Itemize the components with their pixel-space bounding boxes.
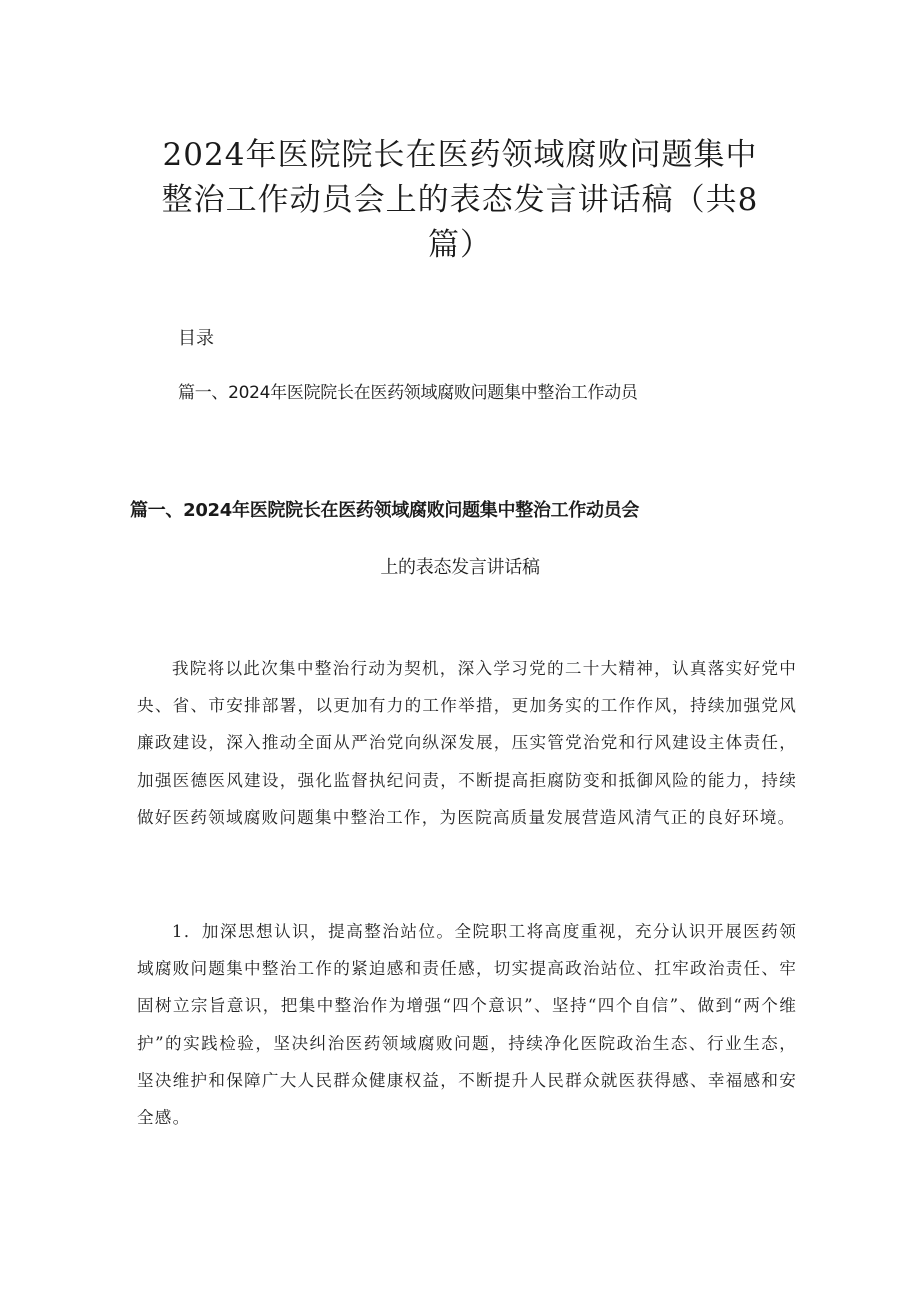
section-title-line-1: 篇一、2024年医院院长在医药领域腐败问题集中整治工作动员会 <box>130 500 640 521</box>
body-paragraph-1: 我院将以此次集中整治行动为契机，深入学习党的二十大精神，认真落实好党中央、省、市安排部署，以更加有力的工作举措，更加务实的工作作风，持续加强党风廉政建设，深入推动全面从严治党向纵深发展，压实管党治党和行风建设主体责任，加强医德医风建设，强化监督执纪问责，不断提高拒腐防变和抵御风险的能力，持续做好医药领域腐败问题集中整治工作，为医院高质量发展营造风清气正的良好环境。 <box>137 659 797 827</box>
section-title <box>130 498 790 581</box>
title-line-1: 2024年医院院长在医药领域腐败问题集中 <box>162 137 758 173</box>
body-paragraph-2: 1．加深思想认识，提高整治站位。全院职工将高度重视，充分认识开展医药领域腐败问题集中整治工作的紧迫感和责任感，切实提高政治站位、扛牢政治责任、牢固树立宗旨意识，把集中整治作为增强“四个意识”、坚持“四个自信”、做到“两个维护”的实践检验，坚决纠治医药领域腐败问题，持续净化医院政治生态、行业生态，坚决维护和保障广大人民群众健康权益，不断提升人民群众就医获得感、幸福感和安全感。 <box>137 922 797 1128</box>
toc-heading: 目录 <box>178 328 214 349</box>
title-line-2: 整治工作动员会上的表态发言讲话稿（共8 <box>161 182 759 218</box>
document-title <box>130 133 790 268</box>
toc-entry: 篇一、2024年医院院长在医药领域腐败问题集中整治工作动员 <box>178 383 638 403</box>
section-title-line-2: 上的表态发言讲话稿 <box>380 557 540 578</box>
title-line-3: 篇） <box>428 227 492 263</box>
